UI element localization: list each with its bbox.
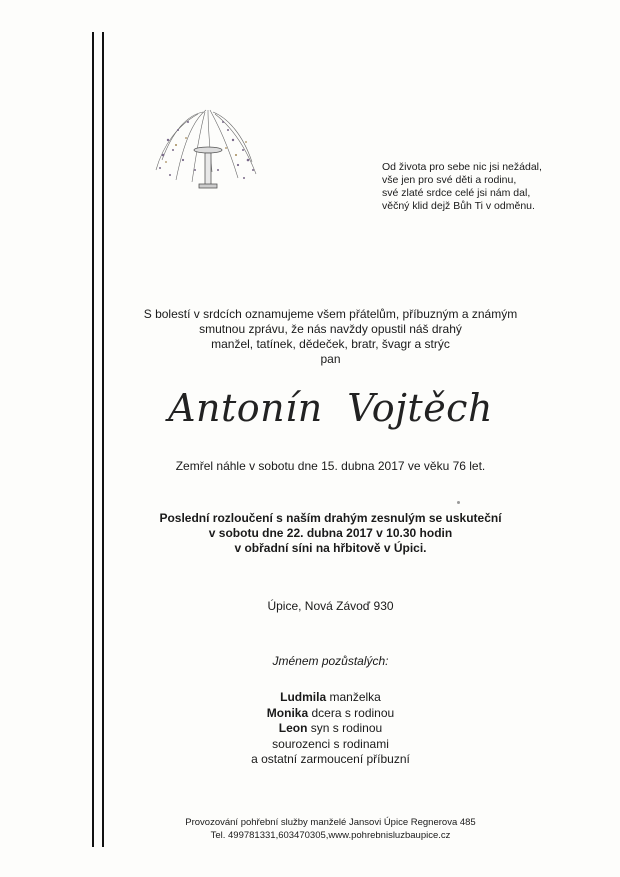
mourners-list — [112, 690, 549, 768]
funeral-service-footer — [112, 817, 549, 842]
footer-line: Tel. 499781331,603470305,www.pohrebnisluzbaupice.cz — [210, 829, 451, 841]
funeral-line: v obřadní síni na hřbitově v Úpici. — [234, 541, 427, 555]
border-line-left — [92, 32, 94, 847]
mourner-line — [112, 706, 549, 722]
intro-line: manžel, tatínek, dědeček, bratr, švagr a strýc — [211, 337, 450, 351]
mourner-line — [112, 752, 549, 768]
mourner-line — [112, 721, 549, 737]
intro-line: pan — [320, 352, 341, 366]
mourner-name: Ludmila — [280, 690, 327, 704]
poem-line: Od života pro sebe nic jsi nežádal, — [382, 161, 542, 173]
speck — [457, 501, 460, 504]
poem-line: vše jen pro své děti a rodinu, — [382, 174, 517, 186]
deceased-name: Antonín Vojtěch — [168, 386, 493, 430]
poem-line: své zlaté srdce celé jsi nám dal, — [382, 187, 531, 199]
weeping-willow-birdbath-emblem — [148, 100, 263, 200]
announcement-intro — [112, 307, 549, 367]
intro-line: smutnou zprávu, že nás navždy opustil náš drahý — [199, 322, 462, 336]
footer-line: Provozování pohřební služby manželé Jansovi Úpice Regnerova 485 — [185, 817, 476, 828]
intro-line: S bolestí v srdcích oznamujeme všem přátelům, příbuzným a známým — [143, 307, 518, 321]
poem-line: věčný klid dejž Bůh Ti v odměnu. — [382, 200, 535, 212]
funeral-line: Poslední rozloučení s naším drahým zesnulým se uskuteční — [159, 511, 502, 525]
death-notice: Zemřel náhle v sobotu dne 15. dubna 2017 ve věku 76 let. — [175, 459, 486, 473]
mourner-relation: manželka — [326, 690, 381, 704]
border-line-right — [102, 32, 104, 847]
funeral-line: v sobotu dne 22. dubna 2017 v 10.30 hodin — [208, 526, 453, 540]
address: Úpice, Nová Závoď 930 — [267, 599, 394, 613]
mourner-relation: a ostatní zarmoucení příbuzní — [251, 752, 410, 766]
memorial-poem — [382, 161, 542, 213]
mourner-name: Monika — [266, 705, 309, 720]
funeral-details — [112, 511, 549, 556]
mourner-relation: sourozenci s rodinami — [272, 736, 389, 751]
mourner-name: Leon — [278, 721, 308, 735]
mourner-line — [112, 737, 549, 753]
on-behalf-label: Jménem pozůstalých: — [272, 654, 389, 668]
mourner-relation: dcera s rodinou — [308, 705, 395, 720]
mourner-line — [112, 690, 549, 706]
mourner-relation: syn s rodinou — [307, 721, 383, 735]
